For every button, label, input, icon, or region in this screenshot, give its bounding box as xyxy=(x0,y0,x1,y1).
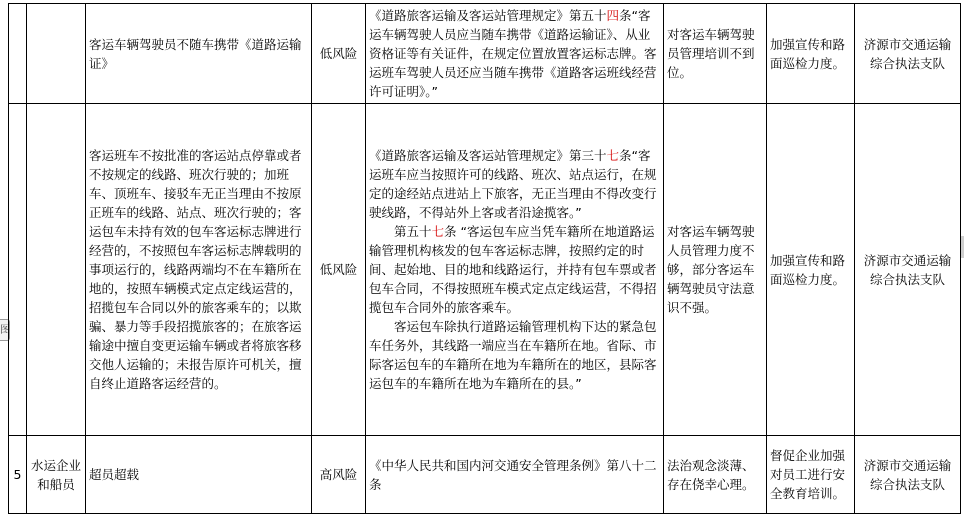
risk-level: 低风险 xyxy=(312,104,366,436)
table-row xyxy=(9,436,961,514)
risk-level: 低风险 xyxy=(312,4,366,104)
legal-basis: 《道路旅客运输及客运站管理规定》第三十七条“客运班车应当按照许可的线路、班次、站点运行，在规定的途经站点进站上下旅客，无正当理由不得改变行驶线路，不得站外上客或者沿途揽客。” 第五十七条 “客运包车应当凭车籍所在地道路运输管理机构核发的包车客运标志牌，按照约定的时间、起始地、目的地和线路运行，并持有包车票或者包车合同，不得按照班车模式定点定线运营，不得招揽包车合同外的旅客乘车。 客运包车除执行道路运输管理机构下达的紧急包车任务外，其线路一端应当在车籍所在地。省际、市际客运包车的车籍所在地为车籍所在的地区，县际客运包车的车籍所在地为车籍所在的县。” xyxy=(366,104,664,436)
legal-basis: 《中华人民共和国内河交通安全管理条例》第八十二条 xyxy=(366,436,664,514)
risk-cause: 对客运车辆驾驶员管理培训不到位。 xyxy=(664,4,767,104)
control-measure: 加强宣传和路面巡检力度。 xyxy=(767,4,855,104)
risk-cause: 法治观念淡薄、存在侥幸心理。 xyxy=(664,436,767,514)
responsible-department: 济源市交通运输综合执法支队 xyxy=(855,4,961,104)
responsible-department: 济源市交通运输综合执法支队 xyxy=(855,104,961,436)
row-number xyxy=(9,4,27,104)
risk-item: 客运班车不按批准的客运站点停靠或者不按规定的线路、班次行驶的；加班车、顶班车、接驳车无正当理由不按原正班车的线路、站点、班次行驶的；客运包车未持有效的包车客运标志牌进行经营的，不按照包车客运标志牌载明的事项运行的，线路两端均不在车籍所在地的，按照车辆模式定点定线运营的，招揽包车合同以外的旅客乘车的；以欺骗、暴力等手段招揽旅客的；在旅客运输途中擅自变更运输车辆或者将旅客移交他人运输的；未报告原许可机关，擅自终止道路客运经营的。 xyxy=(86,104,312,436)
table-row xyxy=(9,4,961,104)
risk-object xyxy=(27,104,86,436)
side-panel-handle[interactable]: 图 xyxy=(0,319,10,341)
table-row xyxy=(9,104,961,436)
risk-object xyxy=(27,4,86,104)
risk-level: 高风险 xyxy=(312,436,366,514)
risk-cause: 对客运车辆驾驶人员管理力度不够，部分客运车辆驾驶员守法意识不强。 xyxy=(664,104,767,436)
control-measure: 督促企业加强对员工进行安全教育培训。 xyxy=(767,436,855,514)
row-number xyxy=(9,104,27,436)
risk-object: 水运企业和船员 xyxy=(27,436,86,514)
risk-item: 超员超载 xyxy=(86,436,312,514)
risk-item: 客运车辆驾驶员不随车携带《道路运输证》 xyxy=(86,4,312,104)
risk-table xyxy=(8,3,961,514)
legal-basis: 《道路旅客运输及客运站管理规定》第五十四条“客运车辆驾驶人员应当随车携带《道路运输证》、从业资格证等有关证件，在规定位置放置客运标志牌。客运班车驾驶人员还应当随车携带《道路客运班线经营许可证明》。” xyxy=(366,4,664,104)
control-measure: 加强宣传和路面巡检力度。 xyxy=(767,104,855,436)
row-number: 5 xyxy=(9,436,27,514)
responsible-department: 济源市交通运输综合执法支队 xyxy=(855,436,961,514)
